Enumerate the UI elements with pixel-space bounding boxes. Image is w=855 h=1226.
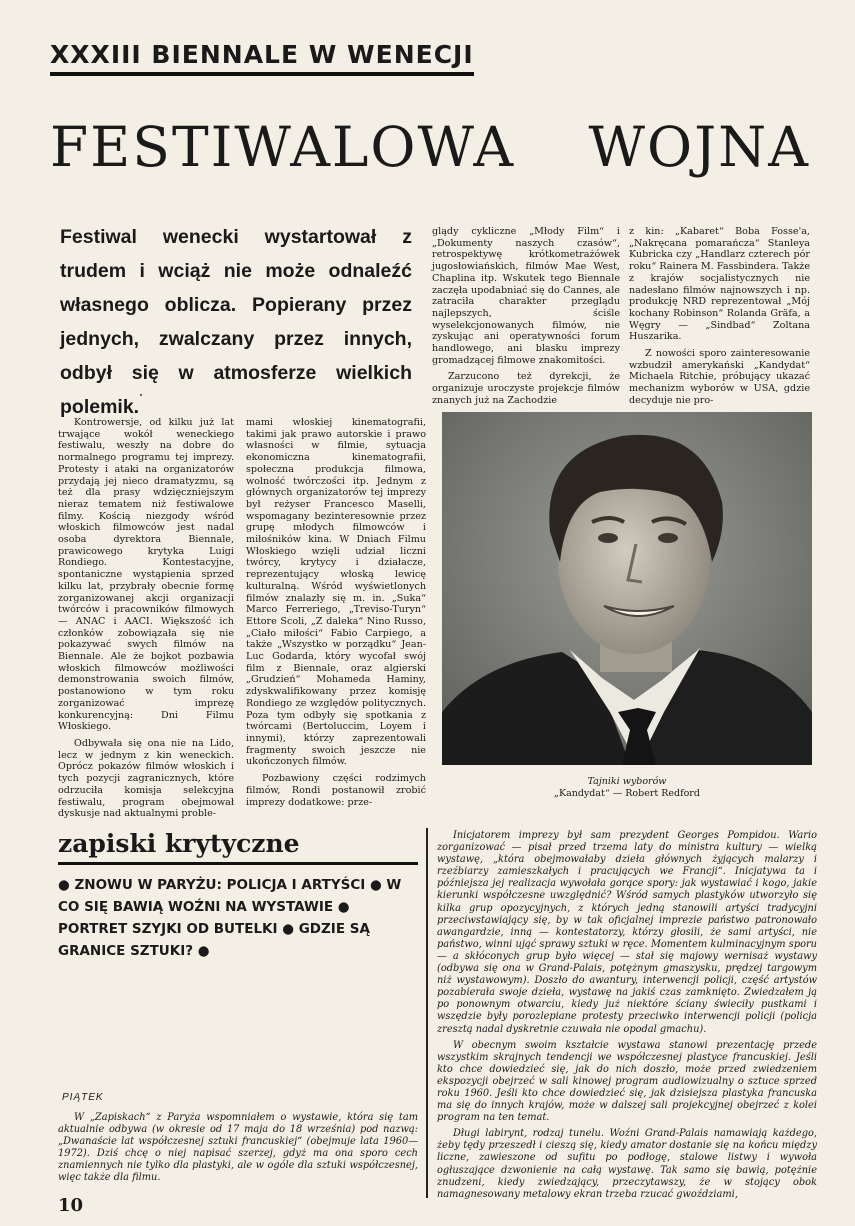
film-still-photo xyxy=(442,412,812,765)
article-column-top-mid xyxy=(432,226,620,412)
section-title: zapiski krytyczne xyxy=(58,826,418,865)
article-column-bottom-right xyxy=(437,830,817,1205)
paragraph: Zarzucono też dyrekcji, że organizuje uroczyste projekcje filmów znanych już na Zachodzie xyxy=(432,371,620,406)
print-speck xyxy=(140,394,142,396)
section-kicker: XXXIII BIENNALE W WENECJI xyxy=(50,40,474,76)
paragraph: Długi labirynt, rodzaj tunelu. Woźni Grand-Palais namawiają każdego, żeby tędy przeszedł i cieszą się, kiedy amator dostanie się na końcu między liczne, zawieszone od sufitu po podłogę, stalowe listwy i wywoła ogłuszające dzwonienie na całą wystawę. Tak samo się bawią, potężnie znudzeni, kiedy zwiedzający, przeczytawszy, że w stojący obok namagnesowany metalowy ekran trzeba rzucać gwoździami, xyxy=(437,1128,817,1200)
article-column-bottom-left xyxy=(58,1112,418,1189)
article-column-top-right xyxy=(629,226,810,412)
section-subheadings: ● ZNOWU W PARYŻU: POLICJA I ARTYŚCI ● W CO SIĘ BAWIĄ WOŹNI NA WYSTAWIE ● PORTRET SZYJKI OD BUTELKI ● GDZIE SĄ GRANICE SZTUKI? ● xyxy=(58,877,402,959)
paragraph: z kin: „Kabaret“ Boba Fosse'a, „Nakręcana pomarańcza“ Stanleya Kubricka czy „Handlarz czterech pór roku“ Rainera M. Fassbindera. Także z krajów socjalistycznych nie nadesłano filmów najnowszych i np. produkcję NRD reprezentował „Mój kochany Robinson“ Rolanda Gräfa, a Węgry — „Sindbad“ Zoltana Huszarika. xyxy=(629,226,810,343)
paragraph: mami włoskiej kinematografii, takimi jak prawo autorskie i prawo własności w filmie, sytuacja ekonomiczna kinematografii, społeczna produkcja filmowa, wolność twórczości itp. Jednym z głównych organizatorów tej imprezy był reżyser Francesco Maselli, wspomagany bezinteresownie przez grupę młodych filmowców i miłośników kina. W Dniach Filmu Włoskiego wzięli udział liczni twórcy, krytycy i działacze, reprezentujący włoską lewicę kulturalną. Wśród wyświetlonych filmów znalazły się m. in. „Suka“ Marco Ferreriego, „Treviso-Turyn“ Ettore Scoli, „Z daleka“ Nino Russo, „Ciało miłości“ Fabio Carpiego, a także „Wszystko w porządku“ Jean-Luc Godarda, który wycofał swój film z Biennale, oraz algierski „Grudzień“ Mohameda Haminy, zdyskwalifikowany przez komisję Rondiego ze względów politycznych. Poza tym odbyły się spotkania z twórcami (Bertoluccim, Loyem i innymi), którzy zaprezentowali fragmenty swoich jeszcze nie ukończonych filmów. xyxy=(246,417,426,768)
paragraph: Pozbawiony części rodzimych filmów, Rondi postanowił zrobić imprezy dodatkowe: prze- xyxy=(246,773,426,808)
paragraph: W „Zapiskach“ z Paryża wspomniałem o wystawie, która się tam aktualnie odbywa (w okresie od 17 maja do 18 września) pod nazwą: „Dwanaście lat współczesnej sztuki francuskiej“ (obejmuje lata 1960—1972). Dziś chcę o niej napisać szerzej, gdyż ma ona sporo cech znamiennych nie tylko dla plastyki, ale w ogóle dla sztuki współczesnej, więc także dla filmu. xyxy=(58,1112,418,1184)
caption-title: Tajniki wyborów xyxy=(587,776,667,787)
caption-credit: „Kandydat“ — Robert Redford xyxy=(554,788,700,799)
column-divider xyxy=(426,828,428,1198)
portrait-photo-icon xyxy=(442,412,812,765)
paragraph: W obecnym swoim kształcie wystawa stanowi prezentację przede wszystkim skrajnych tendencji we współczesnej plastyce francuskiej. Jeśli kto chce dowiedzieć się, jak do nich doszło, może przed zwiedzeniem ekspozycji obejrzeć w sali kinowej program audiowizualny o sztuce sprzed roku 1960. Jeśli kto chce dowiedzieć się, jak dzisiejsza plastyka francuska ma się do innych krajów, może w dalszej sali projekcyjnej obejrzeć z kolei program na ten temat. xyxy=(437,1039,817,1124)
article-column-left xyxy=(58,417,234,825)
page-number: 10 xyxy=(58,1195,84,1216)
day-label: PIĄTEK xyxy=(62,1092,104,1103)
photo-caption xyxy=(442,776,812,800)
paragraph: glądy cykliczne „Młody Film“ i „Dokumenty naszych czasów“, retrospektywę krótkometrażówek jugosłowiańskich, filmów Mae West, Chaplina itp. Wskutek tego Biennale zaczęła upodabniać się do Cannes, ale zatraciła charakter przeglądu najlepszych, ściśle wyselekcjonowanych filmów, nie zyskując ani operatywności forum handlowego, ani blasku imprezy gromadzącej filmowe znakomitości. xyxy=(432,226,620,366)
headline-word-1: FESTIWALOWA xyxy=(50,115,516,179)
paragraph: Kontrowersje, od kilku już lat trwające wokół weneckiego festiwalu, weszły na dobre do normalnego programu tej imprezy. Protesty i ataki na organizatorów przydają jej nieco dramatyzmu, są też dla prasy wdzięczniejszym nieraz tematem niż festiwalowe filmy. Kością niezgody wśród włoskich filmowców jest nadal osoba dyrektora Biennale, prawicowego krytyka Luigi Rondiego. Kontestacyjne, spontaniczne wystąpienia sprzed kilku lat, przybrały obecnie formę zorganizowanej akcji organizacji twórców i pracowników filmowych — ANAC i AACI. Większość ich członków zobowiązała się nie pokazywać swych filmów na Biennale. Ale że bojkot pozbawia włoskich filmowców możliwości demonstrowania swoich filmów, postanowiono w tym roku zorganizować imprezę konkurencyjną: Dni Filmu Włoskiego. xyxy=(58,417,234,733)
paragraph: Odbywała się ona nie na Lido, lecz w jednym z kin weneckich. Oprócz pokazów filmów włoskich i tych pozycji zagranicznych, które odrzuciła komisja selekcyjna festiwalu, program obejmował dyskusje nad aktualnymi proble- xyxy=(58,737,234,820)
paragraph: Z nowości sporo zainteresowanie wzbudził amerykański „Kandydat“ Michaela Ritchie, próbujący ukazać mechanizm wyborów w USA, gdzie decyduje nie pro- xyxy=(629,348,810,406)
headline xyxy=(50,112,810,182)
article-column-mid xyxy=(246,417,426,813)
paragraph: Inicjatorem imprezy był sam prezydent Georges Pompidou. Wario zorganizować — pisał przed trzema laty do ministra kultury — wielką wystawę, „która obejmowałaby dzieła głównych żyjących malarzy i rzeźbiarzy zamieszkałych i pracujących we Francji“. Inicjatywa ta i późniejsza jej realizacja wywołała gorące spory: jak wystawiać i kogo, jakie kierunki współczesne uwzględnić? Wśród samych plastyków utworzyło się kilka grup opozycyjnych, z których jedną stanowili artyści tradycyjni przeciwstawiający się, by w tak oficjalnej imprezie państwo patronowało awangardzie, inną — kontestatorzy, którzy głosili, że sami artyści, nie państwo, winni ująć sprawy sztuki w ręce. Momentem kulminacyjnym sporu — a skłóconych grup było więcej — stał się majowy wernisaż wystawy (odbywa się ona w Grand-Palais, potężnym gmaszysku, prędzej targowym niż wystawowym). Doszło do awantury, interwencji policji, część artystów pozabierała swoje dzieła, wystawę na jakiś czas zamknięto. Zwiedzałem ją po ponownym otwarciu, kiedy już niektóre ściany świeciły pustkami i wszędzie były porozlepiane protesty przeciwko interwencji policji (policja zresztą nadal dyskretnie czuwała nie opodal gmachu). xyxy=(437,830,817,1035)
lead-paragraph: Festiwal wenecki wystartował z trudem i wciąż nie może odnaleźć własnego oblicza. Popierany przez jednych, zwalczany przez innych, odbył się w atmosferze wielkich polemik. xyxy=(60,226,412,418)
headline-word-2: WOJNA xyxy=(588,115,810,179)
